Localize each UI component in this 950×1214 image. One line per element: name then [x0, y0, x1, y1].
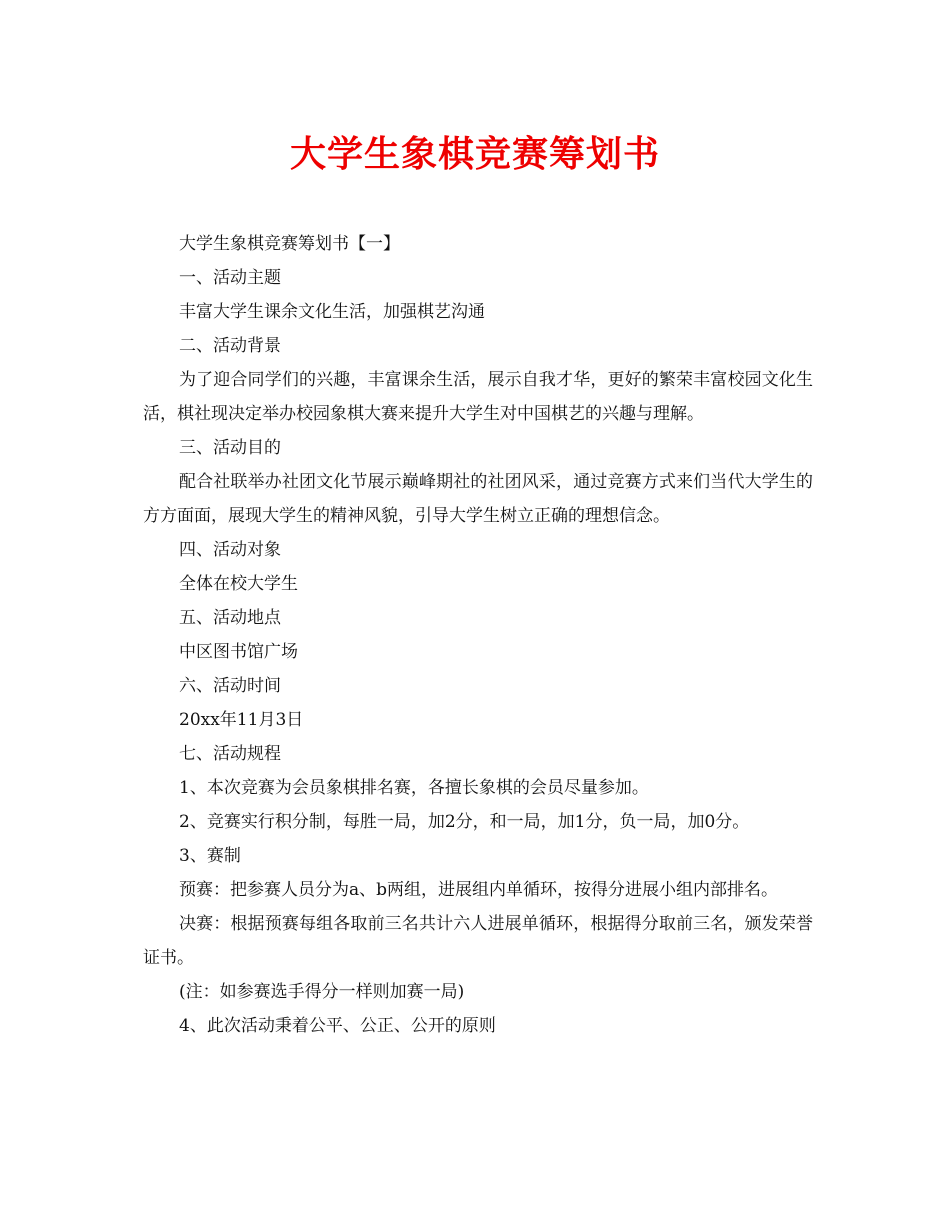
rule-item-3: 3、赛制 — [179, 846, 241, 866]
paragraph-background: 为了迎合同学们的兴趣，丰富课余生活，展示自我才华，更好的繁荣丰富校园文化生活，棋社现决定举办校园象棋大赛来提升大学生对中国棋艺的兴趣与理解。 — [143, 370, 813, 424]
paragraph-time: 20xx年11月3日 — [179, 710, 304, 730]
paragraph-theme: 丰富大学生课余文化生活，加强棋艺沟通 — [179, 302, 485, 322]
section-heading-theme: 一、活动主题 — [179, 268, 281, 288]
document-body — [143, 227, 813, 1043]
section-heading-location: 五、活动地点 — [179, 608, 281, 628]
section-heading-time: 六、活动时间 — [179, 676, 281, 696]
rule-item-1: 1、本次竞赛为会员象棋排名赛，各擅长象棋的会员尽量参加。 — [179, 778, 649, 798]
heading-plan-one: 大学生象棋竞赛筹划书【一】 — [179, 234, 400, 254]
rule-item-4: 4、此次活动秉着公平、公正、公开的原则 — [179, 1016, 496, 1036]
rule-item-2: 2、竞赛实行积分制，每胜一局，加2分，和一局，加1分，负一局，加0分。 — [179, 812, 750, 832]
section-heading-rules: 七、活动规程 — [179, 744, 281, 764]
paragraph-location: 中区图书馆广场 — [179, 642, 298, 662]
section-heading-audience: 四、活动对象 — [179, 540, 281, 560]
paragraph-purpose: 配合社联举办社团文化节展示巅峰期社的社团风采，通过竞赛方式来们当代大学生的方方面面，展现大学生的精神风貌，引导大学生树立正确的理想信念。 — [143, 472, 813, 526]
paragraph-preliminary: 预赛：把参赛人员分为a、b两组，进展组内单循环，按得分进展小组内部排名。 — [179, 880, 779, 900]
section-heading-background: 二、活动背景 — [179, 336, 281, 356]
paragraph-audience: 全体在校大学生 — [179, 574, 298, 594]
document-title: 大学生象棋竞赛筹划书 — [289, 133, 660, 175]
paragraph-note: (注：如参赛选手得分一样则加赛一局) — [179, 982, 465, 1002]
paragraph-final: 决赛：根据预赛每组各取前三名共计六人进展单循环，根据得分取前三名，颁发荣誉证书。 — [143, 914, 813, 968]
section-heading-purpose: 三、活动目的 — [179, 438, 281, 458]
